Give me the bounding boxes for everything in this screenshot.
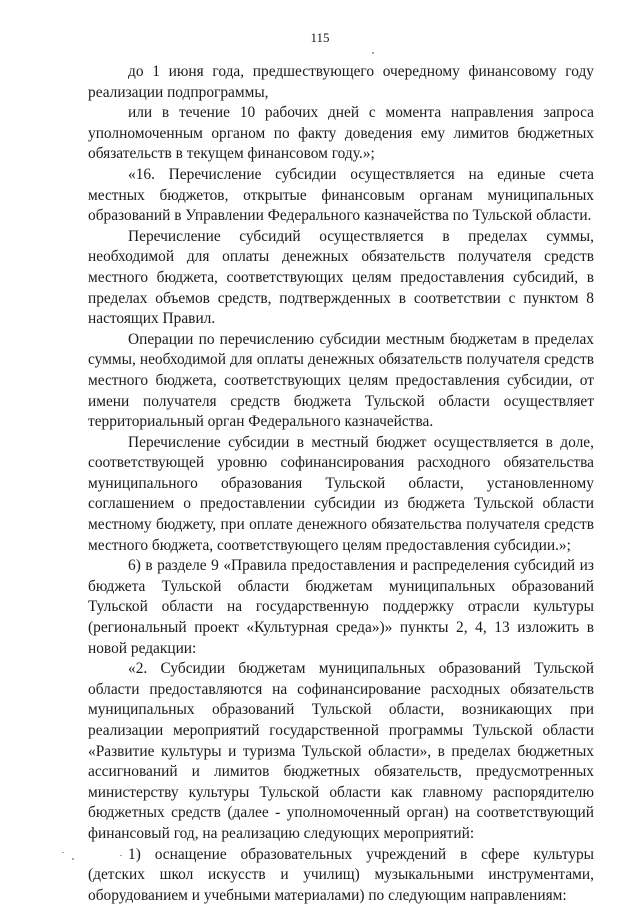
scan-speck [372,52,374,54]
paragraph-3: «16. Перечисление субсидии осуществляется на единые счета местных бюджетов, открытые финансовым органам муниципальных образований в Управлении Федерального казначейства по Тульской области. [88,165,594,225]
scan-speck [72,858,74,860]
paragraph-5: Операции по перечислению субсидии местным бюджетам в пределах суммы, необходимой для оплаты денежных обязательств получателя средств местного бюджета, соответствующих целям предоставления субсидии, от имени получателя средств бюджета Тульской области осуществляет территориальный орган Федерального казначейства. [88,330,594,431]
paragraph-1: до 1 июня года, предшествующего очередному финансовому году реализации подпрограммы, [88,63,594,101]
paragraph-8: «2. Субсидии бюджетам муниципальных образований Тульской области предоставляются на софинансирование расходных обязательств муниципальных образований Тульской области, возникающих при реализации мероприятий государственной программы Тульской области «Развитие культуры и туризма Тульской области», в пределах бюджетных ассигнований и лимитов бюджетных обязательств, предусмотренных министерству культуры Тульской области как главному распорядителю бюджетных средств (далее - уполномоченный орган) на соответствующий финансовый год, на реализацию следующих мероприятий: [88,660,594,842]
page-number: 115 [310,30,330,45]
paragraph-9: 1) оснащение образовательных учреждений в сфере культуры (детских школ искусств и училищ) музыкальными инструментами, оборудованием и учебными материалами) по следующим направлениям: [88,845,594,904]
scan-speck [120,855,122,856]
paragraph-4: Перечисление субсидий осуществляется в пределах суммы, необходимой для оплаты денежных обязательств получателя средств местного бюджета, соответствующих целям предоставления субсидий, в пределах объемов средств, подтвержденных в соответствии с пунктом 8 настоящих Правил. [88,227,594,328]
scan-speck [62,852,64,853]
document-body [88,62,594,906]
paragraph-6: Перечисление субсидии в местный бюджет осуществляется в доле, соответствующей уровню софинансирования расходного обязательства муниципального образования Тульской области, установленному соглашением о предоставлении субсидии из бюджета Тульской области местному бюджету, при оплате денежного обязательства получателя средств местного бюджета, соответствующего целям предоставления субсидии.»; [88,433,594,554]
paragraph-7: 6) в разделе 9 «Правила предоставления и распределения субсидий из бюджета Тульской области бюджетам муниципальных образований Тульской области на государственную поддержку отрасли культуры (региональный проект «Культурная среда»)» пункты 2, 4, 13 изложить в новой редакции: [88,557,594,657]
paragraph-2: или в течение 10 рабочих дней с момента направления запроса уполномоченным органом по факту доведения ему лимитов бюджетных обязательств в текущем финансовом году.»; [88,104,594,163]
